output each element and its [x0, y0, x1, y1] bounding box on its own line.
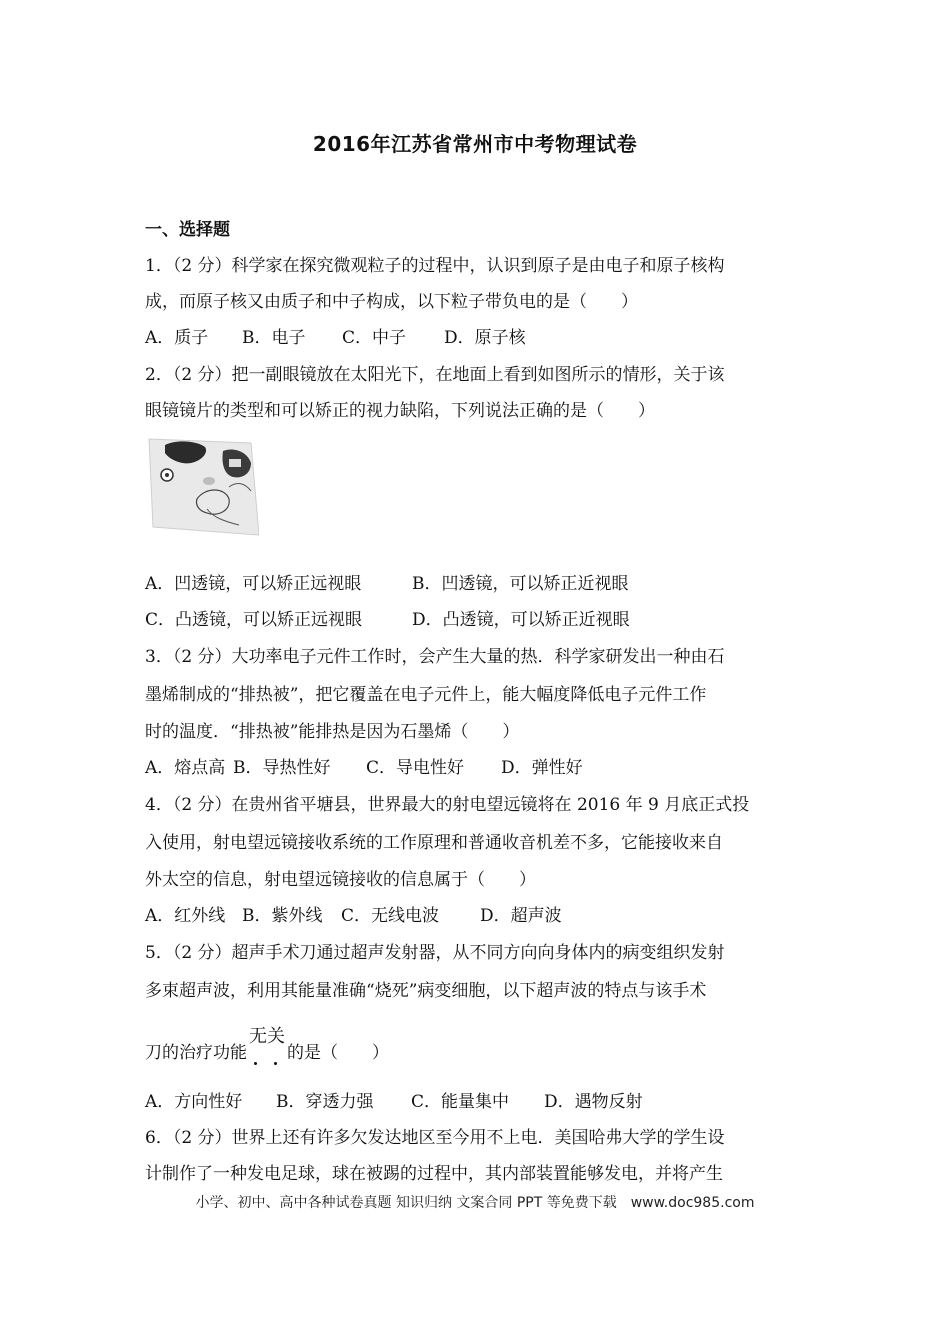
q1-option-a: A．质子 — [145, 328, 209, 348]
q3-option-a: A．熔点高 — [145, 758, 226, 778]
q3-line1: 3．（2 分）大功率电子元件工作时，会产生大量的热．科学家研发出一种由石 — [145, 647, 725, 667]
q6-line2: 计制作了一种发电足球，球在被踢的过程中，其内部装置能够发电，并将产生 — [145, 1164, 723, 1184]
q5-emphasis-text: 无关 — [249, 1026, 285, 1047]
q4-line3: 外太空的信息，射电望远镜接收的信息属于（ ） — [145, 870, 536, 890]
emphasis-dot-icon — [274, 1062, 277, 1065]
q1-options — [145, 326, 526, 350]
q3-option-d: D．弹性好 — [501, 758, 583, 778]
q3-line3: 时的温度．“排热被”能排热是因为石墨烯（ ） — [145, 722, 520, 742]
q1-option-c: C．中子 — [342, 328, 407, 348]
q5-line3-pre: 刀的治疗功能 — [145, 1043, 247, 1063]
q2-option-a: A．凹透镜，可以矫正远视眼 — [145, 574, 362, 594]
section-heading: 一、选择题 — [145, 220, 230, 240]
q1-option-b: B．电子 — [242, 328, 306, 348]
q5-line1: 5．（2 分）超声手术刀通过超声发射器，从不同方向向身体内的病变组织发射 — [145, 943, 725, 963]
q3-option-b: B．导热性好 — [233, 758, 331, 778]
q4-option-d: D．超声波 — [480, 906, 562, 926]
q3-options — [145, 756, 583, 780]
emphasis-dot-icon — [254, 1062, 257, 1065]
q1-line2: 成，而原子核又由质子和中子构成，以下粒子带负电的是（ ） — [145, 292, 638, 312]
q2-line1: 2．（2 分）把一副眼镜放在太阳光下，在地面上看到如图所示的情形，关于该 — [145, 365, 725, 385]
q2-option-b: B．凹透镜，可以矫正近视眼 — [412, 574, 629, 594]
q5-option-c: C．能量集中 — [411, 1092, 510, 1112]
q5-option-a: A．方向性好 — [145, 1092, 243, 1112]
q5-line3 — [145, 1026, 389, 1065]
q4-options — [145, 904, 562, 928]
q2-options-row2 — [145, 608, 630, 632]
q2-options-row1 — [145, 572, 629, 596]
q5-emphasis — [249, 1026, 285, 1065]
q4-line2: 入使用，射电望远镜接收系统的工作原理和普通收音机差不多，它能接收来自 — [145, 833, 723, 853]
q2-option-d: D．凸透镜，可以矫正近视眼 — [412, 610, 630, 630]
q5-option-b: B．穿透力强 — [276, 1092, 374, 1112]
q4-option-a: A．红外线 — [145, 906, 226, 926]
page-title: 2016年江苏省常州市中考物理试卷 — [312, 132, 638, 156]
page-footer: 小学、初中、高中各种试卷真题 知识归纳 文案合同 PPT 等免费下载 www.doc985.com — [195, 1195, 755, 1211]
q5-option-d: D．遇物反射 — [544, 1092, 643, 1112]
q4-line1: 4．（2 分）在贵州省平塘县，世界最大的射电望远镜将在 2016 年 9 月底正式投 — [145, 795, 750, 815]
q1-option-d: D．原子核 — [444, 328, 526, 348]
q5-line3-post: 的是（ ） — [287, 1043, 389, 1063]
q5-options — [145, 1090, 643, 1114]
q2-line2: 眼镜镜片的类型和可以矫正的视力缺陷，下列说法正确的是（ ） — [145, 401, 655, 421]
q6-line1: 6．（2 分）世界上还有许多欠发达地区至今用不上电．美国哈弗大学的学生设 — [145, 1128, 725, 1148]
glasses-shadow-figure — [147, 437, 259, 537]
q5-line2: 多束超声波，利用其能量准确“烧死”病变细胞，以下超声波的特点与该手术 — [145, 981, 707, 1001]
q3-line2: 墨烯制成的“排热被”，把它覆盖在电子元件上，能大幅度降低电子元件工作 — [145, 685, 707, 705]
q4-option-c: C．无线电波 — [341, 906, 440, 926]
q2-option-c: C．凸透镜，可以矫正远视眼 — [145, 610, 363, 630]
q4-option-b: B．紫外线 — [242, 906, 323, 926]
q1-line1: 1．（2 分）科学家在探究微观粒子的过程中，认识到原子是由电子和原子核构 — [145, 256, 725, 276]
q3-option-c: C．导电性好 — [366, 758, 465, 778]
